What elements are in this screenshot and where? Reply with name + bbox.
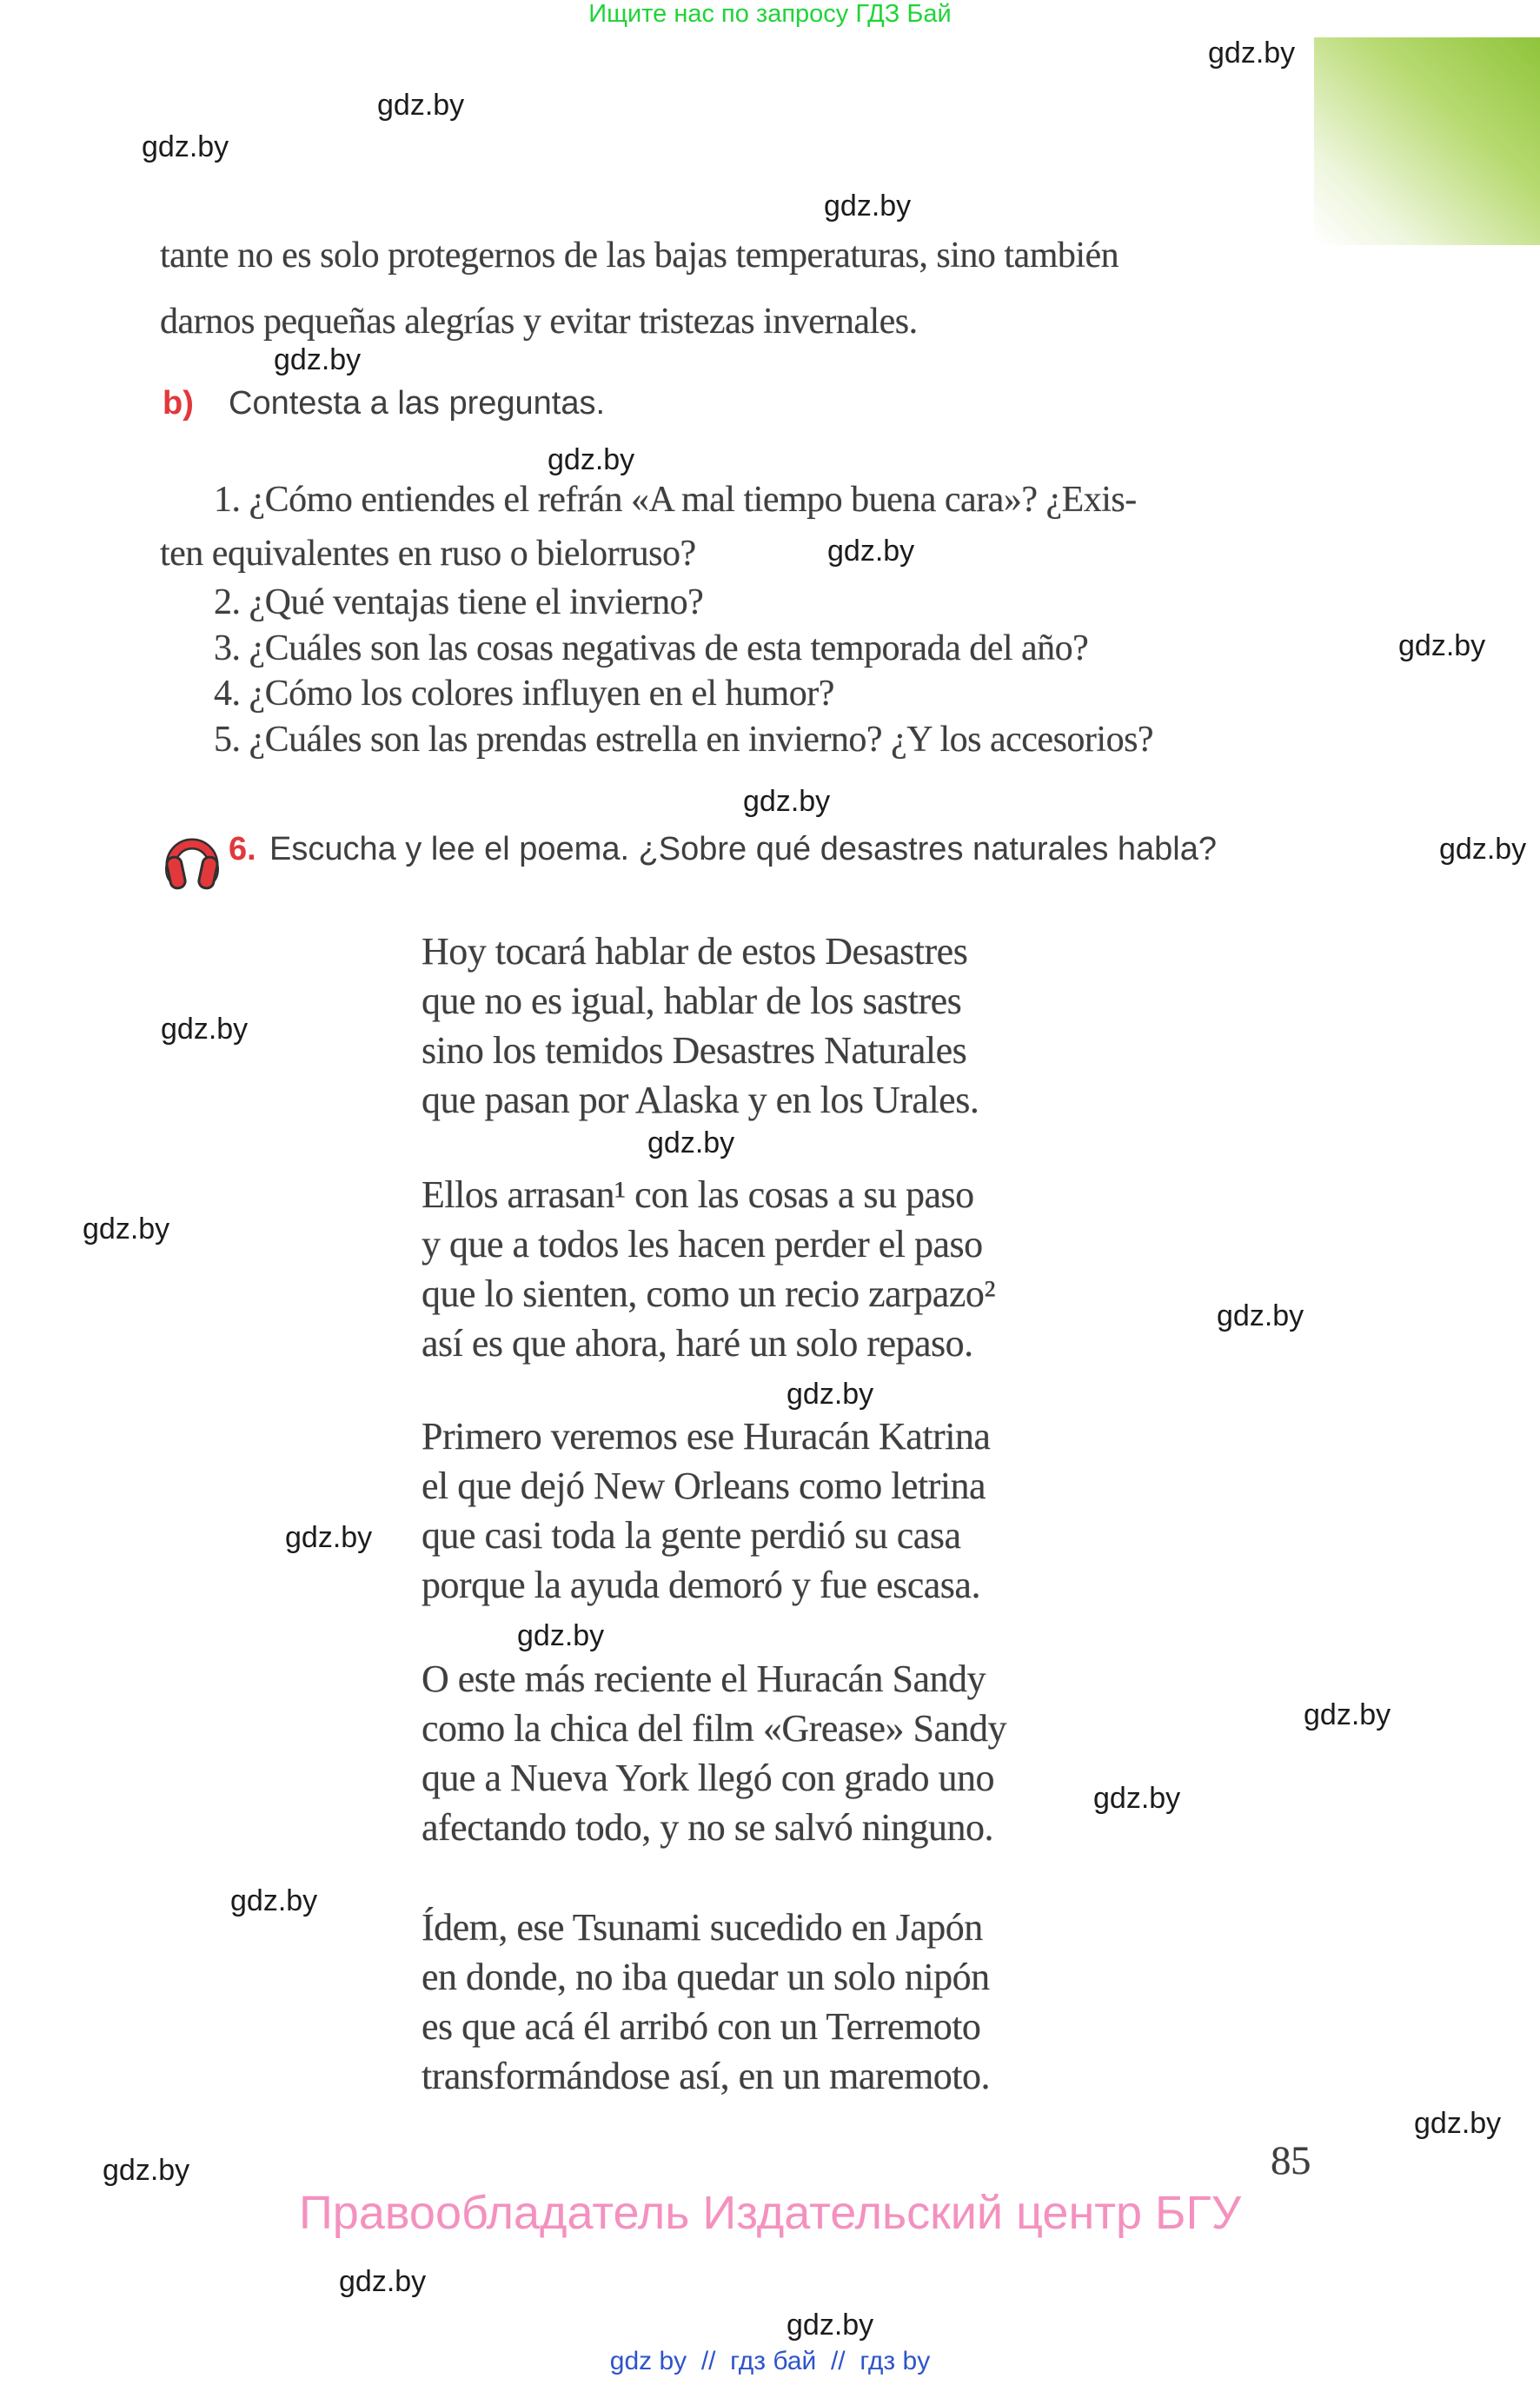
poem-line: Ellos arrasan¹ con las cosas a su paso [422, 1173, 974, 1216]
watermark: gdz.by [1093, 1782, 1181, 1815]
paragraph-line: darnos pequeñas alegrías y evitar tristezas invernales. [160, 302, 918, 342]
watermark: gdz.by [1208, 37, 1296, 70]
watermark: gdz.by [377, 89, 465, 122]
watermark: gdz.by [274, 343, 362, 376]
question-line: ten equivalentes en ruso o bielorruso? [160, 534, 696, 574]
watermark: gdz.by [285, 1521, 373, 1554]
poem-line: como la chica del film «Grease» Sandy [422, 1707, 1007, 1750]
question-line: 3. ¿Cuáles son las cosas negativas de esta temporada del año? [214, 628, 1089, 668]
poem-stanza [422, 1412, 990, 1610]
watermark: gdz.by [827, 535, 915, 568]
corner-decoration [1314, 37, 1540, 245]
poem-line: que casi toda la gente perdió su casa [422, 1514, 961, 1557]
watermark: gdz.by [339, 2265, 427, 2298]
poem-line: que no es igual, hablar de los sastres [422, 980, 962, 1022]
question-line: 4. ¿Cómo los colores influyen en el humor? [214, 674, 834, 714]
poem-line: afectando todo, y no se salvó ninguno. [422, 1806, 993, 1849]
poem-line: porque la ayuda demoró y fue escasa. [422, 1564, 980, 1606]
watermark: gdz.by [1217, 1299, 1304, 1332]
question-line: 1. ¿Cómo entiendes el refrán «A mal tiempo buena cara»? ¿Exis- [214, 480, 1137, 520]
poem-line: Primero veremos ese Huracán Katrina [422, 1415, 991, 1458]
poem-line: el que dejó New Orleans como letrina [422, 1465, 986, 1507]
poem-stanza [422, 1170, 995, 1368]
task-6-number: 6. [229, 831, 256, 867]
watermark: gdz.by [1304, 1698, 1391, 1731]
footer-links: gdz by // гдз бай // гдз by [609, 2347, 931, 2375]
watermark: gdz.by [1398, 629, 1486, 662]
poem-line: que pasan por Alaska y en los Urales. [422, 1079, 979, 1121]
poem-line: transformándose así, en un maremoto. [422, 2055, 991, 2097]
poem-line: Hoy tocará hablar de estos Desastres [422, 930, 968, 973]
watermark: gdz.by [161, 1013, 249, 1046]
poem-line: sino los temidos Desastres Naturales [422, 1029, 967, 1072]
poem-stanza [422, 1903, 990, 2101]
watermark: gdz.by [824, 189, 912, 223]
watermark: gdz.by [83, 1212, 170, 1246]
poem-line: así es que ahora, haré un solo repaso. [422, 1322, 973, 1365]
headphones-icon [163, 824, 221, 894]
watermark: gdz.by [142, 130, 229, 163]
question-line: 5. ¿Cuáles son las prendas estrella en invierno? ¿Y los accesorios? [214, 720, 1154, 760]
poem-line: en donde, no iba quedar un solo nipón [422, 1956, 990, 1998]
watermark: gdz.by [743, 785, 831, 818]
copyright-notice: Правообладатель Издательский центр БГУ [298, 2187, 1242, 2239]
question-line: 2. ¿Qué ventajas tiene el invierno? [214, 582, 704, 622]
watermark: gdz.by [1414, 2107, 1502, 2140]
promo-banner: Ищите нас по запросу ГДЗ Бай [588, 0, 952, 28]
poem-line: O este más reciente el Huracán Sandy [422, 1658, 986, 1700]
poem-line: es que acá él arribó con un Terremoto [422, 2005, 981, 2048]
watermark: gdz.by [103, 2154, 190, 2187]
watermark: gdz.by [787, 1378, 874, 1411]
task-6-instruction: Escucha y lee el poema. ¿Sobre qué desastres naturales habla? [269, 831, 1217, 867]
watermark: gdz.by [230, 1884, 318, 1917]
watermark: gdz.by [517, 1619, 605, 1652]
task-b-label: b) [163, 385, 194, 422]
poem-line: que a Nueva York llegó con grado uno [422, 1757, 994, 1799]
poem-line: que lo sienten, como un recio zarpazo² [422, 1272, 996, 1315]
poem-line: Ídem, ese Tsunami sucedido en Japón [422, 1906, 983, 1949]
paragraph-line: tante no es solo protegernos de las bajas temperaturas, sino también [160, 236, 1119, 276]
watermark: gdz.by [548, 443, 635, 476]
task-b-instruction: Contesta a las preguntas. [229, 385, 606, 422]
page-number: 85 [1271, 2138, 1311, 2183]
poem-stanza [422, 927, 979, 1125]
watermark: gdz.by [1439, 833, 1527, 866]
poem-line: y que a todos les hacen perder el paso [422, 1223, 983, 1266]
watermark: gdz.by [787, 2309, 874, 2342]
poem-stanza [422, 1654, 1006, 1852]
watermark: gdz.by [647, 1126, 735, 1159]
